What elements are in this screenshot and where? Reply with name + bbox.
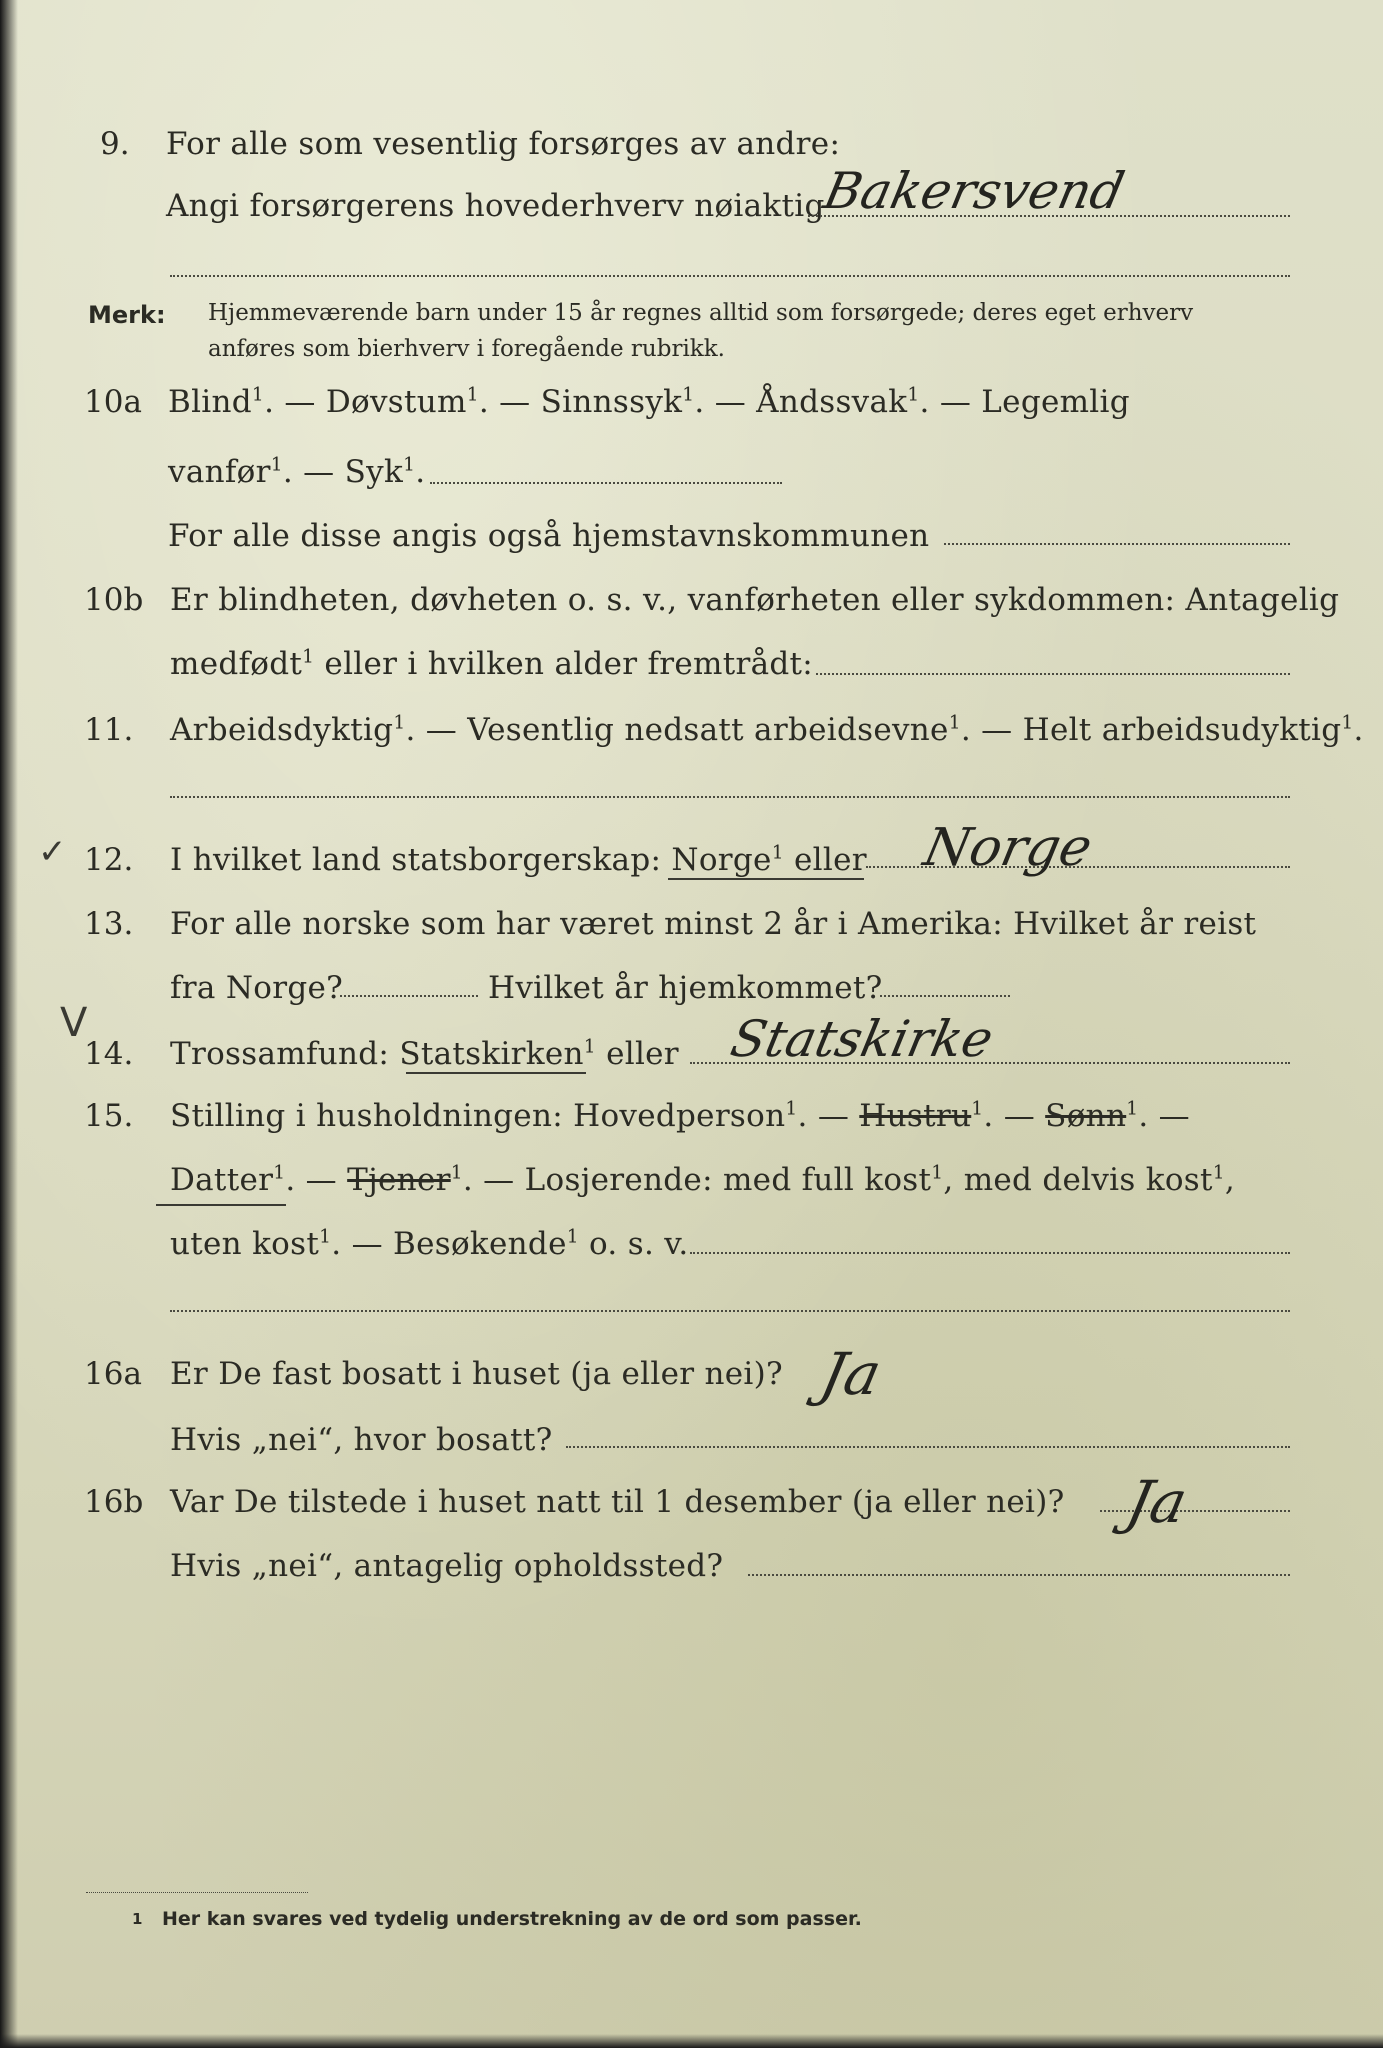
q10a-syk-line bbox=[430, 482, 782, 484]
q11-extra-line bbox=[170, 796, 1290, 798]
q15-extra-line bbox=[170, 1310, 1290, 1312]
footnote-text: Her kan svares ved tydelig understrekning av de ord som passer. bbox=[162, 1908, 862, 1930]
opt-blind[interactable]: Blind bbox=[168, 384, 252, 420]
q15-line2: Datter$^1$. — Tjener$^1$. — Losjerende: med full kost$^1$, med delvis kost$^1$, bbox=[170, 1162, 1236, 1198]
opt-sinnssyk[interactable]: Sinnssyk bbox=[540, 384, 683, 420]
q10a-hjemstav-line bbox=[944, 543, 1290, 545]
q10a-line2: vanfør$^1$. — Syk$^1$. bbox=[168, 454, 426, 490]
q13-hjemkommet-line bbox=[880, 995, 1010, 997]
q9-line1: For alle som vesentlig forsørges av andre: bbox=[166, 126, 841, 162]
opt-syk[interactable]: Syk bbox=[344, 454, 404, 490]
q16a-number: 16a bbox=[84, 1356, 142, 1392]
q13-reist-line bbox=[340, 995, 478, 997]
q13-line2a: fra Norge? bbox=[170, 970, 344, 1006]
q16a-bosatt-line bbox=[566, 1446, 1290, 1448]
q10a-number: 10a bbox=[84, 384, 142, 420]
q14-check-mark: V bbox=[60, 1000, 88, 1046]
scan-edge-left bbox=[0, 0, 18, 2048]
q16a-line1: Er De fast bosatt i huset (ja eller nei)? bbox=[170, 1356, 783, 1392]
q15-line3: uten kost$^1$. — Besøkende$^1$ o. s. v. bbox=[170, 1226, 689, 1262]
q16b-answer-handwritten[interactable]: Ja bbox=[1120, 1468, 1194, 1536]
q9-number: 9. bbox=[100, 126, 130, 162]
q12-number: 12. bbox=[84, 842, 134, 878]
q14-answer-handwritten[interactable]: Statskirke bbox=[725, 1010, 999, 1068]
merk-line1: Hjemmeværende barn under 15 år regnes alltid som forsørgede; deres eget erhverv bbox=[208, 300, 1194, 326]
opt-udyktig[interactable]: Helt arbeidsudyktig bbox=[1022, 712, 1342, 748]
opt-uten-kost[interactable]: uten kost bbox=[170, 1226, 320, 1262]
q13-number: 13. bbox=[84, 906, 134, 942]
q14-underline-statskirken bbox=[406, 1072, 586, 1074]
q12-line: I hvilket land statsborgerskap: Norge$^1$ eller bbox=[170, 842, 867, 878]
q10b-line1: Er blindheten, døvheten o. s. v., vanførheten eller sykdommen: Antagelig bbox=[170, 582, 1340, 618]
q16b-line2: Hvis „nei“, antagelig opholdssted? bbox=[170, 1548, 724, 1584]
q11-line: Arbeidsdyktig$^1$. — Vesentlig nedsatt arbeidsevne$^1$. — Helt arbeidsudyktig$^1$. bbox=[170, 712, 1364, 748]
q10a-hjemstav: For alle disse angis også hjemstavnskommunen bbox=[168, 518, 930, 554]
q12-answer-handwritten[interactable]: Norge bbox=[918, 818, 1098, 878]
q15-underline-datter bbox=[156, 1204, 286, 1206]
opt-dovstum[interactable]: Døvstum bbox=[325, 384, 467, 420]
opt-norge[interactable]: Norge bbox=[671, 842, 772, 878]
q13-line2b: Hvilket år hjemkommet? bbox=[488, 970, 883, 1006]
opt-nedsatt[interactable]: Vesentlig nedsatt arbeidsevne bbox=[467, 712, 949, 748]
q9-extra-line bbox=[170, 275, 1290, 277]
opt-vanfor[interactable]: vanfør bbox=[168, 454, 271, 490]
q16a-line2: Hvis „nei“, hvor bosatt? bbox=[170, 1422, 553, 1458]
q9-answer-handwritten[interactable]: Bakersvend bbox=[818, 162, 1130, 220]
opt-statskirken[interactable]: Statskirken bbox=[399, 1036, 584, 1072]
q10b-number: 10b bbox=[84, 582, 144, 618]
opt-hustru[interactable]: Hustru bbox=[859, 1098, 972, 1134]
scan-edge-bottom bbox=[0, 2034, 1383, 2048]
opt-legemlig[interactable]: Legemlig bbox=[981, 384, 1130, 420]
opt-datter[interactable]: Datter bbox=[170, 1162, 274, 1198]
opt-andssvak[interactable]: Åndssvak bbox=[756, 384, 908, 420]
opt-medfodt[interactable]: medfødt bbox=[170, 646, 303, 682]
opt-besokende[interactable]: Besøkende bbox=[393, 1226, 567, 1262]
q14-line: Trossamfund: Statskirken$^1$ eller bbox=[170, 1036, 679, 1072]
q15-answer-line bbox=[690, 1252, 1290, 1254]
opt-sonn[interactable]: Sønn bbox=[1045, 1098, 1127, 1134]
q9-line2: Angi forsørgerens hovederhverv nøiaktig bbox=[166, 188, 825, 224]
q15-number: 15. bbox=[84, 1098, 134, 1134]
q12-check-mark: ✓ bbox=[38, 832, 67, 872]
footnote-mark: 1 bbox=[132, 1910, 143, 1928]
q16a-answer-handwritten[interactable]: Ja bbox=[814, 1340, 888, 1408]
q10a-line1: Blind$^1$. — Døvstum$^1$. — Sinnssyk$^1$. — Åndssvak$^1$. — Legemlig bbox=[168, 384, 1130, 420]
q10b-answer-line bbox=[816, 673, 1290, 675]
opt-tjener[interactable]: Tjener bbox=[347, 1162, 451, 1198]
opt-arbeidsdyktig[interactable]: Arbeidsdyktig bbox=[170, 712, 394, 748]
footnote-rule bbox=[86, 1892, 308, 1893]
q14-number: 14. bbox=[84, 1036, 134, 1072]
q16b-number: 16b bbox=[84, 1484, 144, 1520]
q13-line1: For alle norske som har været minst 2 år i Amerika: Hvilket år reist bbox=[170, 906, 1257, 942]
merk-line2: anføres som bierhverv i foregående rubrikk. bbox=[208, 336, 725, 362]
q16b-line1: Var De tilstede i huset natt til 1 desember (ja eller nei)? bbox=[170, 1484, 1065, 1520]
opt-hovedperson[interactable]: Hovedperson bbox=[573, 1098, 786, 1134]
q16b-opholdssted-line bbox=[748, 1574, 1290, 1576]
q15-line1: Stilling i husholdningen: Hovedperson$^1$. — Hustru$^1$. — Sønn$^1$. — bbox=[170, 1098, 1190, 1134]
q11-number: 11. bbox=[84, 712, 134, 748]
merk-label: Merk: bbox=[88, 301, 166, 329]
opt-full-kost[interactable]: med full kost bbox=[722, 1162, 932, 1198]
opt-delvis-kost[interactable]: med delvis kost bbox=[963, 1162, 1213, 1198]
q12-underline-norge bbox=[668, 878, 864, 880]
q10b-line2: medfødt$^1$ eller i hvilken alder fremtrådt: bbox=[170, 646, 814, 682]
